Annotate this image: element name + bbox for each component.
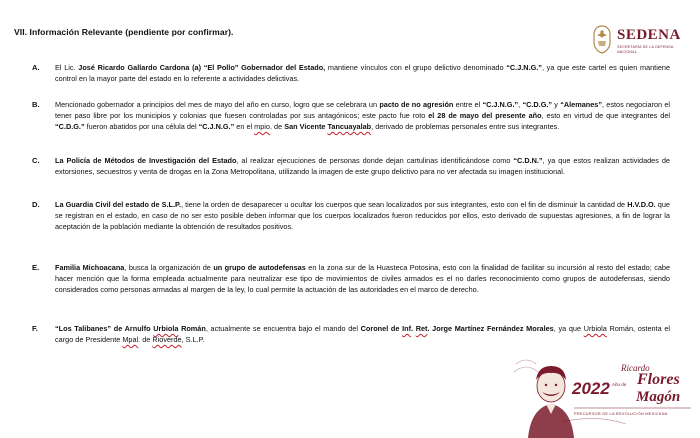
paragraph-text-run: mantiene vínculos con el grupo delictivo denominado bbox=[325, 63, 507, 72]
paragraph-text-run: H.V.D.O. bbox=[627, 200, 656, 209]
item-paragraph bbox=[55, 155, 670, 177]
paragraph-text-run: un grupo de autodefensas bbox=[213, 263, 306, 272]
item-letter: F. bbox=[32, 324, 38, 333]
paragraph-text-run: Familia Michoacana bbox=[55, 263, 125, 272]
badge-flores: Flores bbox=[637, 371, 680, 388]
paragraph-text-run: . bbox=[411, 324, 416, 333]
paragraph-text-run: y bbox=[552, 100, 561, 109]
paragraph-text-run: “C.J.N.G.” bbox=[198, 122, 235, 132]
paragraph-text-run: , bbox=[518, 100, 523, 109]
paragraph-text-run: , actualmente se encuentra bajo el mando del bbox=[205, 324, 361, 333]
paragraph-text-run: “Alemanes” bbox=[560, 100, 602, 109]
paragraph-text-run: La Guardia Civil del estado de S.L.P. bbox=[55, 200, 181, 209]
paragraph-text-run: Rioverde bbox=[152, 335, 182, 345]
badge-ano-de: Año de bbox=[612, 382, 627, 387]
section-heading: VII. Información Relevante (pendiente por confirmar). bbox=[14, 27, 234, 37]
paragraph-text-run: “C.D.G.” bbox=[55, 122, 85, 132]
paragraph-text-run: Román, ostenta el cargo de Presidente bbox=[55, 324, 670, 345]
item-paragraph bbox=[55, 262, 670, 295]
item-letter: C. bbox=[32, 156, 40, 165]
paragraph-text-run: , esto en virtud de que integrantes del bbox=[541, 111, 671, 121]
paragraph-text-run: mpio bbox=[254, 122, 270, 132]
paragraph-text-run: , busca la organización de bbox=[124, 263, 214, 272]
paragraph-text-run: Román bbox=[178, 324, 206, 333]
paragraph-text-run: “C.J.N.G.” bbox=[482, 100, 519, 109]
sedena-logo bbox=[591, 24, 691, 58]
paragraph-text-run: . de bbox=[138, 335, 153, 345]
paragraph-text-run: , ya que bbox=[553, 324, 584, 333]
paragraph-text-run: Urbiola bbox=[583, 324, 607, 333]
paragraph-text-run: pacto de no agresión bbox=[379, 100, 454, 109]
paragraph-text-run: fueron abatidos por una célula del bbox=[84, 122, 199, 132]
paragraph-text-run: , derivado de problemas personales entre sus integrantes. bbox=[371, 122, 560, 132]
item-paragraph bbox=[55, 62, 670, 84]
paragraph-text-run: , S.L.P. bbox=[181, 335, 205, 345]
paragraph-text-run: , ya que este cartel es quien mantiene control en la mayor parte del estado en lo referente a actividades delictivas. bbox=[55, 63, 671, 84]
paragraph-text-run: Mencionado gobernador a principios del mes de mayo del año en curso, logro que se celebrara un bbox=[55, 100, 380, 109]
badge-precursor: PRECURSOR DE LA REVOLUCIÓN MEXICANA bbox=[574, 412, 668, 416]
item-letter: D. bbox=[32, 200, 40, 209]
item-paragraph bbox=[55, 323, 670, 345]
paragraph-text-run: “C.J.N.G.” bbox=[506, 63, 542, 72]
eagle-crest-icon bbox=[591, 24, 613, 54]
paragraph-text-run: Mpal bbox=[122, 335, 139, 345]
paragraph-text-run: . de bbox=[270, 122, 285, 132]
paragraph-text-run: Inf bbox=[402, 324, 412, 333]
item-letter: E. bbox=[32, 263, 40, 272]
item-paragraph bbox=[55, 99, 670, 132]
paragraph-text-run: “C.D.G.” bbox=[522, 100, 553, 109]
commemorative-logo bbox=[476, 352, 700, 438]
paragraph-text-run: “C.D.N.” bbox=[513, 156, 543, 165]
logo-subtitle: SECRETARÍA DE LA DEFENSA NACIONAL bbox=[617, 45, 674, 54]
paragraph-text-run: La Policía de Métodos de Investigación del Estado bbox=[55, 156, 237, 165]
paragraph-text-run: , al realizar ejecuciones de personas donde dejan cartulinas identificándose como bbox=[236, 156, 514, 165]
paragraph-text-run: “Los Talibanes” de Arnulfo bbox=[55, 324, 154, 333]
paragraph-text-run: en el bbox=[234, 122, 255, 132]
paragraph-text-run: , estos negociaron el tener paso libre por los municipios y colonias que fuesen controladas por sus antagónicos; este pacto fue roto bbox=[55, 100, 671, 121]
paragraph-text-run: entre el bbox=[453, 100, 483, 109]
paragraph-text-run: El Lic. bbox=[55, 63, 79, 72]
badge-year: 2022 bbox=[572, 379, 610, 398]
paragraph-text-run: que se registran en el estado, en caso de no ser esto posible deben informar que los cuerpos localizados fueron reducidos por ellos, esto derivado de supuestas agresiones, a fin de lograr la aceptación de la población mediante la obtención de resultados positivos. bbox=[55, 200, 670, 232]
paragraph-text-run: Ret bbox=[415, 324, 428, 333]
paragraph-text-run: el 28 de mayo del presente año bbox=[428, 111, 542, 121]
item-letter: B. bbox=[32, 100, 40, 109]
item-letter: A. bbox=[32, 63, 40, 72]
paragraph-text-run: José Ricardo Gallardo Cardona (a) “El Pollo” Gobernador del Estado, bbox=[78, 63, 326, 72]
paragraph-text-run: , tiene la orden de desaparecer u ocultar los cuerpos que sean localizados por sus integrantes, esto con el fin de disminuir la cantidad de bbox=[180, 200, 628, 209]
badge-magon: Magón bbox=[636, 389, 681, 405]
paragraph-text-run: Tancuayalab bbox=[327, 122, 372, 132]
logo-brand-text: SEDENA bbox=[617, 27, 681, 43]
item-paragraph bbox=[55, 199, 670, 232]
paragraph-text-run: Coronel de bbox=[360, 324, 403, 333]
paragraph-text-run: , ya que estos realizan actividades de extorsiones, secuestros y venta de drogas en la Zona Metropolitana, utilizando la imagen de este grupo delictivo para no ver afectada su imagen institucional. bbox=[55, 156, 670, 177]
paragraph-text-run: en la zona sur de la Huasteca Potosina, esto con la finalidad de facilitar su incursión al resto del estado; cabe hacer mención que la forma empleada actualmente para neutralizar ese tipo de movimientos de civiles armados es el no darles reconocimiento como grupos de autodefensas, siendo considerados como personas armadas al margen de la ley, lo cual permite la actuación de las autoridades en el marco de derecho. bbox=[55, 263, 671, 295]
paragraph-text-run: San Vicente bbox=[284, 122, 328, 132]
paragraph-text-run: . Jorge Martínez Fernández Morales bbox=[427, 324, 554, 333]
paragraph-text-run: Urbiola bbox=[153, 324, 179, 333]
badge-ricardo: Ricardo bbox=[621, 363, 650, 373]
